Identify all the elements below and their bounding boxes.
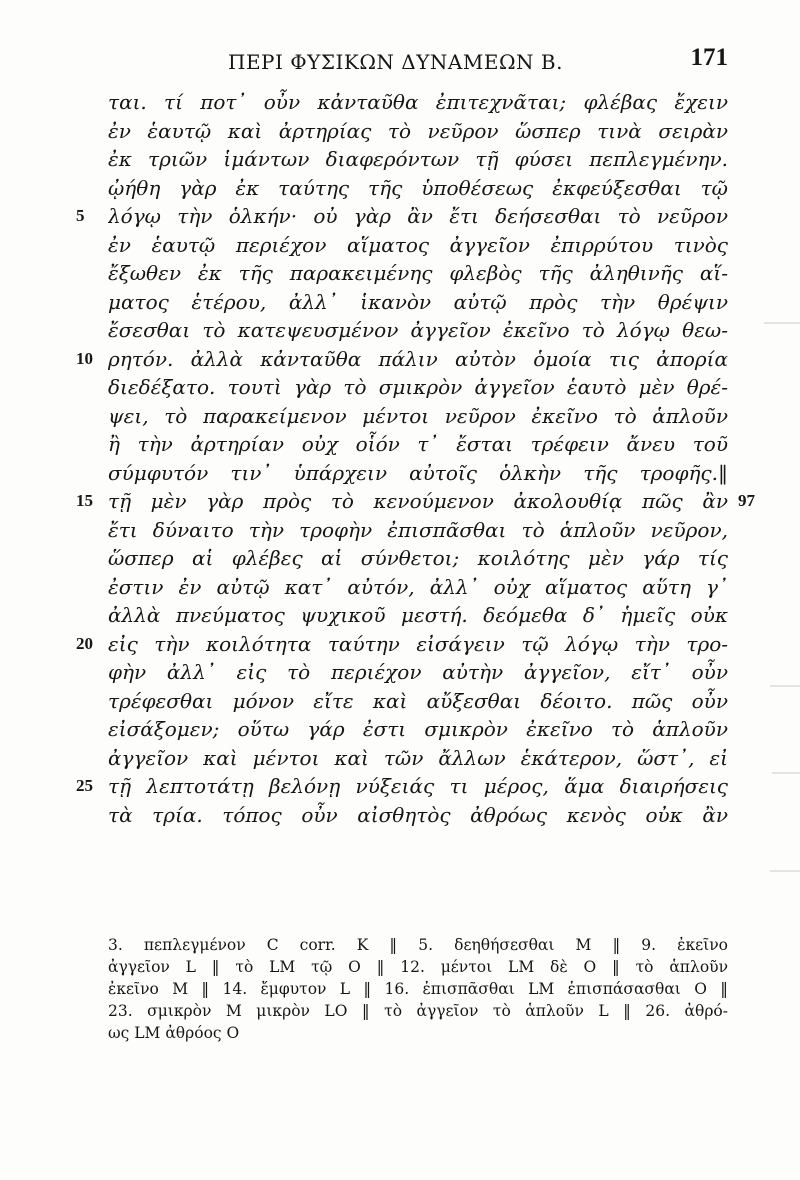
line-text: τὰ τρία. τόπος οὖν αἰσθητὸς ἀθρόως κενὸς οὐκ ἂν (108, 802, 728, 827)
text-line (0, 601, 800, 630)
text-line (0, 630, 800, 659)
line-text: εἰς τὴν κοιλότητα ταύτην εἰσάγειν τῷ λόγῳ τὴν τρο- (108, 631, 728, 656)
text-line (0, 202, 800, 231)
line-text: τῇ λεπτοτάτῃ βελόνῃ νύξειάς τι μέρος, ἅμα διαιρήσεις (108, 774, 728, 798)
line-text: ὥσπερ αἱ φλέβες αἱ σύνθετοι; κοιλότης μὲν γάρ τίς (108, 546, 728, 570)
line-text: ἔσεσθαι τὸ κατεψευσμένον ἀγγεῖον ἐκεῖνο τὸ λόγῳ θεω- (108, 318, 728, 342)
line-text: ται. τί ποτ᾽ οὖν κἀνταῦθα ἐπιτεχνᾶται; φλέβας ἔχειν (108, 90, 728, 114)
critical-apparatus (108, 934, 728, 1044)
line-text: τῇ μὲν γὰρ πρὸς τὸ κενούμενον ἀκολουθίᾳ πῶς ἂν (108, 489, 728, 513)
text-line (0, 259, 800, 288)
margin-page-reference: 97 (738, 491, 755, 510)
line-text: φὴν ἀλλ᾽ εἰς τὸ περιέχον αὐτὴν ἀγγεῖον, εἴτ᾽ οὖν (108, 660, 728, 684)
text-line (0, 402, 800, 431)
text-line (0, 345, 800, 374)
text-line (0, 487, 800, 516)
line-text: τρέφεσθαι μόνον εἴτε καὶ αὔξεσθαι δέοιτο. πῶς οὖν (108, 688, 728, 713)
text-line (0, 544, 800, 573)
text-line (0, 658, 800, 687)
text-line (0, 687, 800, 716)
line-text: ματος ἑτέρου, ἀλλ᾽ ἱκανὸν αὐτῷ πρὸς τὴν θρέψιν (108, 289, 728, 314)
text-line (0, 459, 800, 488)
line-text: ἢ τὴν ἀρτηρίαν οὐχ οἷόν τ᾽ ἔσται τρέφειν ἄνευ τοῦ (108, 432, 728, 456)
text-line (0, 801, 800, 830)
line-number: 15 (76, 491, 93, 510)
running-head: ΠΕΡΙ ΦΥΣΙΚΩΝ ΔΥΝΑΜΕΩΝ Β. (228, 50, 563, 74)
line-text: ἐν ἑαυτῷ περιέχον αἵματος ἀγγεῖον ἐπιρρύτου τινὸς (108, 232, 728, 257)
text-line (0, 117, 800, 146)
line-text: εἰσάξομεν; οὕτω γάρ ἐστι σμικρὸν ἐκεῖνο τὸ ἁπλοῦν (108, 717, 728, 741)
text-line (0, 316, 800, 345)
line-text: ψει, τὸ παρακείμενον μέντοι νεῦρον ἐκεῖνο τὸ ἁπλοῦν (108, 403, 728, 428)
line-text: ρητόν. ἀλλὰ κἀνταῦθα πάλιν αὐτὸν ὁμοία τις ἀπορία (108, 346, 728, 371)
text-line (0, 373, 800, 402)
text-line (0, 772, 800, 801)
text-line (0, 430, 800, 459)
text-line (0, 744, 800, 773)
text-line (0, 516, 800, 545)
line-text: ἔτι δύναιτο τὴν τροφὴν ἐπισπᾶσθαι τὸ ἁπλοῦν νεῦρον, (108, 517, 728, 542)
text-line (0, 231, 800, 260)
apparatus-line: ἐκεῖνο M ‖ 14. ἔμφυτον L ‖ 16. ἐπισπᾶσθαι LM ἐπισπάσασθαι O ‖ (108, 980, 728, 998)
line-number: 5 (76, 206, 85, 225)
line-text: ἐκ τριῶν ἱμάντων διαφερόντων τῇ φύσει πεπλεγμένην. (108, 147, 728, 171)
line-text: ἀλλὰ πνεύματος ψυχικοῦ μεστή. δεόμεθα δ᾽ ἡμεῖς οὐκ (108, 603, 728, 627)
line-number: 20 (76, 633, 93, 653)
apparatus-line: 3. πεπλεγμένον C corr. K ‖ 5. δεηθήσεσθαι M ‖ 9. ἐκεῖνο (108, 936, 728, 954)
line-number: 25 (76, 776, 93, 795)
line-text: ἔξωθεν ἐκ τῆς παρακειμένης φλεβὸς τῆς ἀληθινῆς αἵ- (108, 261, 728, 285)
text-line (0, 573, 800, 602)
apparatus-line: ως LM ἀθρόος O (108, 1024, 240, 1042)
text-line (0, 288, 800, 317)
page-number: 171 (690, 44, 728, 71)
line-text: ἀγγεῖον καὶ μέντοι καὶ τῶν ἄλλων ἑκάτερον, ὥστ᾽, εἰ (108, 745, 728, 770)
text-line (0, 174, 800, 203)
line-text: ἐστιν ἐν αὐτῷ κατ᾽ αὐτόν, ἀλλ᾽ οὐχ αἵματος αὕτη γ᾽ (108, 574, 728, 599)
bleed-through-mark (770, 870, 800, 872)
text-line (0, 715, 800, 744)
text-line (0, 145, 800, 174)
line-text: ᾠήθη γὰρ ἐκ ταύτης τῆς ὑποθέσεως ἐκφεύξεσθαι τῷ (108, 175, 728, 200)
line-number: 10 (76, 348, 93, 368)
line-text: ἐν ἑαυτῷ καὶ ἀρτηρίας τὸ νεῦρον ὥσπερ τινὰ σειρὰν (108, 118, 728, 143)
line-text: διεδέξατο. τουτὶ γὰρ τὸ σμικρὸν ἀγγεῖον ἑαυτὸ μὲν θρέ- (108, 375, 728, 399)
apparatus-line: ἀγγεῖον L ‖ τὸ LM τῷ O ‖ 12. μέντοι LM δὲ O ‖ τὸ ἁπλοῦν (108, 958, 728, 976)
line-text: σύμφυτόν τιν᾽ ὑπάρχειν αὐτοῖς ὁλκὴν τῆς τροφῆς.‖ (108, 460, 728, 485)
text-line (0, 88, 800, 117)
main-text (0, 88, 800, 829)
apparatus-line: 23. σμικρὸν M μικρὸν LO ‖ τὸ ἀγγεῖον τὸ ἁπλοῦν L ‖ 26. ἀθρό- (108, 1002, 728, 1020)
line-text: λόγῳ τὴν ὁλκήν· οὐ γὰρ ἂν ἔτι δεήσεσθαι τὸ νεῦρον (108, 204, 728, 228)
page-header (108, 44, 728, 80)
